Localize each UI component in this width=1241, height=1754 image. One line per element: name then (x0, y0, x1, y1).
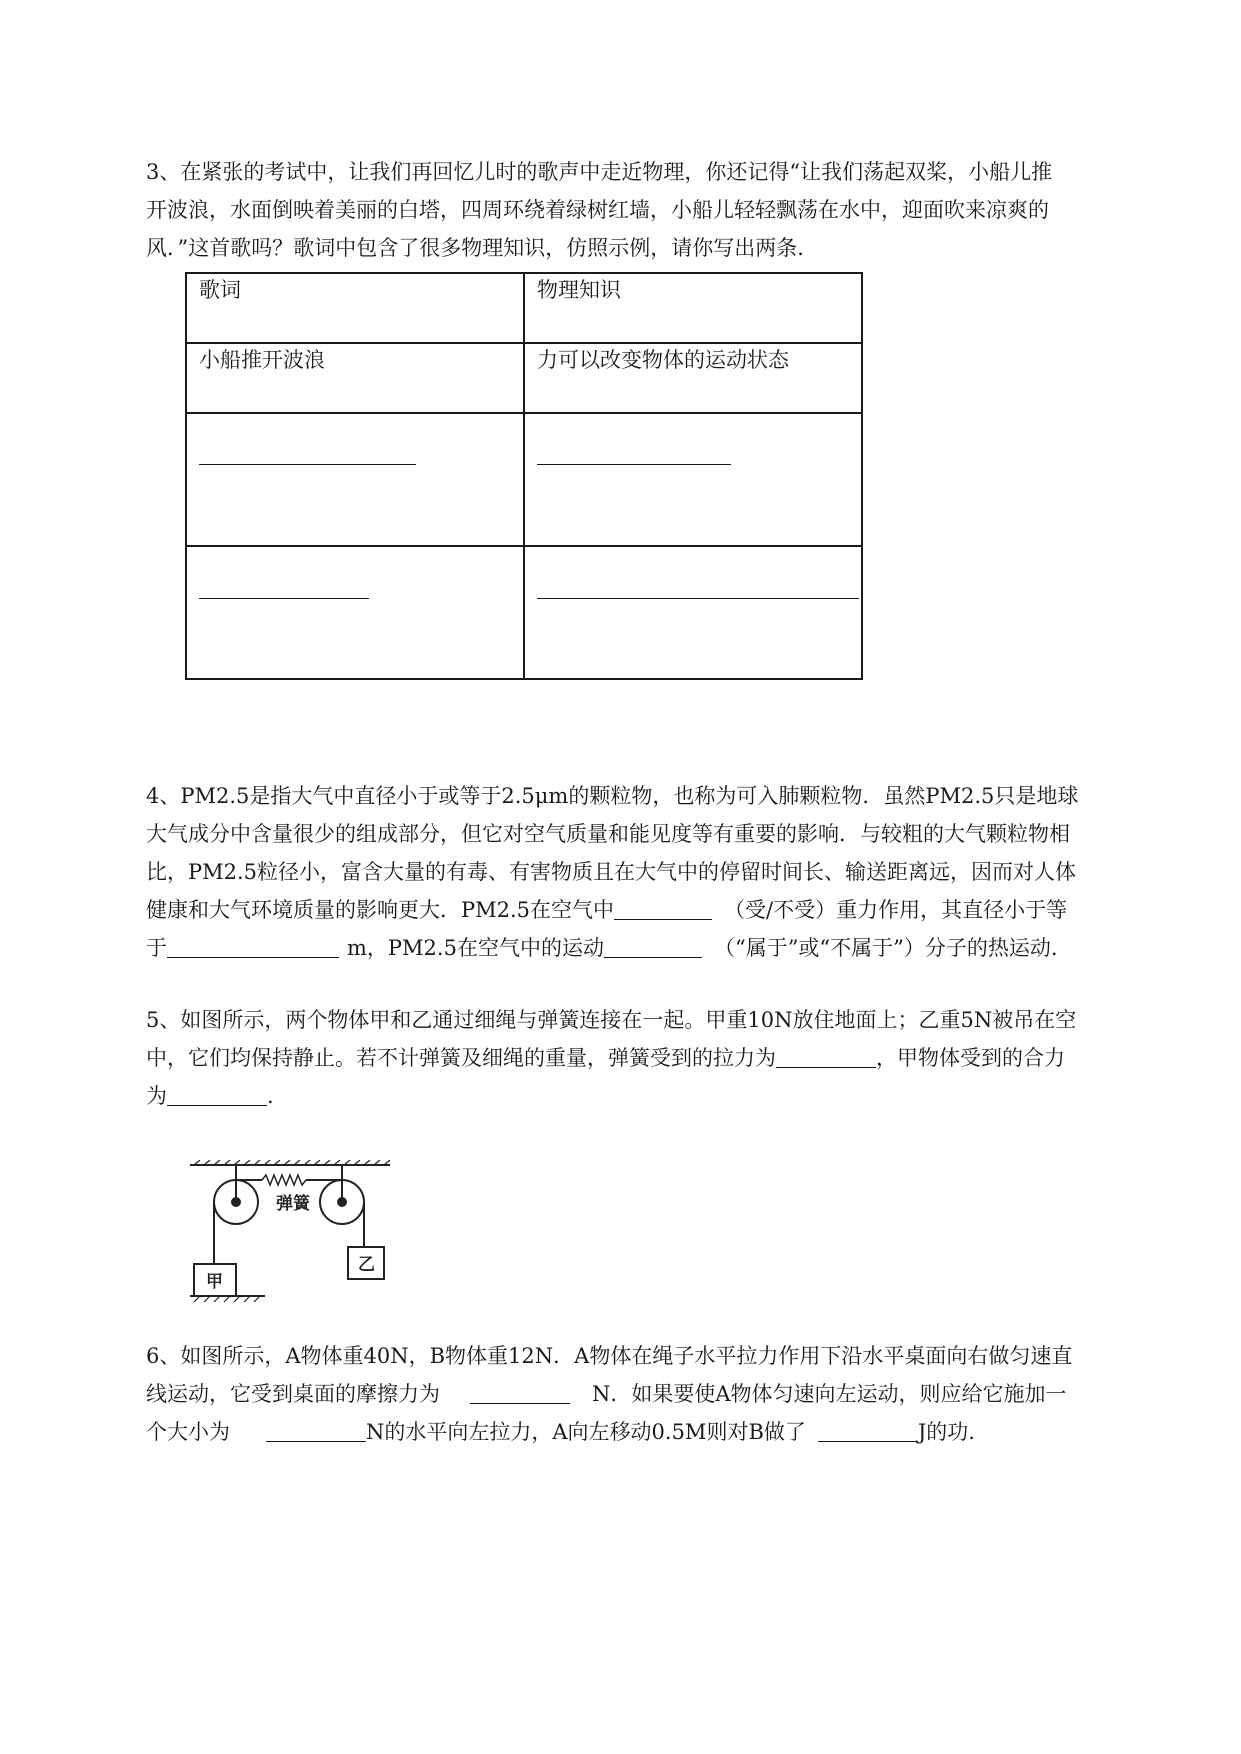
question-4-text-segment: 健康和大气环境质量的影响更大．PM2.5在空气中 (146, 898, 615, 922)
table-answer-row-2 (186, 546, 862, 679)
question-4-line (146, 891, 1156, 929)
spring-label: 弹簧 (276, 1194, 310, 1214)
table-answer-row-1 (186, 413, 862, 546)
question-4-text-segment: （受/不受）重力作用，其直径小于等 (724, 898, 1068, 922)
question-6-text-segment: 线运动，它受到桌面的摩擦力为 (146, 1382, 440, 1406)
question-4-text-segment: 于 (146, 936, 167, 960)
answer-blank[interactable] (614, 897, 712, 920)
question-5-line (146, 1077, 1156, 1115)
answer-blank (199, 464, 416, 465)
question-6-line (146, 1375, 1156, 1413)
question-6-line: 6、如图所示，A物体重40N，B物体重12N．A物体在绳子水平拉力作用下沿水平桌面向右做匀速直 (146, 1344, 1073, 1368)
answer-lyric-1-cell[interactable] (186, 413, 524, 546)
answer-physics-2-cell[interactable] (524, 546, 862, 679)
answer-blank[interactable] (470, 1381, 570, 1404)
question-3-line: 3、在紧张的考试中，让我们再回忆儿时的歌声中走近物理，你还记得“让我们荡起双桨，小船儿推 (146, 160, 1053, 184)
question-4-line: 大气成分中含量很少的组成部分，但它对空气质量和能见度等有重要的影响．与较粗的大气颗粒物相 (146, 822, 1070, 846)
header-lyrics: 歌词 (186, 273, 524, 343)
question-6-text-segment: 个大小为 (146, 1420, 230, 1444)
answer-blank[interactable] (818, 1419, 918, 1442)
question-5-text-segment: ，甲物体受到的合力 (876, 1046, 1065, 1070)
question-4-line (146, 929, 1156, 967)
question-6-text-segment: N的水平向左拉力，A向左移动0.5M则对B做了 (366, 1420, 806, 1444)
block-yi-label: 乙 (358, 1255, 375, 1275)
spring-coil (262, 1175, 306, 1185)
question-6-text-segment: N．如果要使A物体匀速向左运动，则应给它施加一 (592, 1382, 1067, 1406)
question-4-text-segment: （“属于”或“不属于”）分子的热运动. (713, 936, 1058, 960)
question-5-text-segment: 为 (146, 1084, 167, 1108)
question-5-text-segment: . (267, 1084, 274, 1108)
answer-blank (537, 464, 731, 465)
answer-blank[interactable] (604, 935, 702, 958)
answer-blank[interactable] (266, 1419, 366, 1442)
question-4-text (146, 777, 1156, 967)
question-5-line (146, 1039, 1156, 1077)
table-header-row (186, 273, 862, 343)
header-physics: 物理知识 (524, 273, 862, 343)
answer-lyric-2-cell[interactable] (186, 546, 524, 679)
answer-blank[interactable] (167, 935, 339, 958)
question-5-text-segment: 中，它们均保持静止。若不计弹簧及细绳的重量，弹簧受到的拉力为 (146, 1046, 776, 1070)
pulley-spring-figure (190, 1160, 400, 1305)
question-6-text-segment: J的功. (917, 1420, 975, 1444)
lyrics-physics-table (185, 272, 863, 680)
question-5-line: 5、如图所示，两个物体甲和乙通过细绳与弹簧连接在一起。甲重10N放住地面上；乙重5N被吊在空 (146, 1008, 1077, 1032)
answer-blank[interactable] (776, 1045, 876, 1068)
answer-blank (537, 598, 859, 599)
answer-blank (199, 598, 369, 599)
example-lyric: 小船推开波浪 (186, 343, 524, 413)
table-example-row (186, 343, 862, 413)
question-6-text (146, 1337, 1156, 1451)
example-physics: 力可以改变物体的运动状态 (524, 343, 862, 413)
question-3-line: 开波浪，水面倒映着美丽的白塔，四周环绕着绿树红墙，小船儿轻轻飘荡在水中，迎面吹来凉爽的 (146, 198, 1049, 222)
question-6-line (146, 1413, 1156, 1451)
question-3-text (146, 153, 1156, 267)
answer-blank[interactable] (167, 1083, 267, 1106)
question-5-text (146, 1001, 1156, 1115)
answer-physics-1-cell[interactable] (524, 413, 862, 546)
question-4-line: 4、PM2.5是指大气中直径小于或等于2.5μm的颗粒物，也称为可入肺颗粒物．虽然PM2.5只是地球 (146, 784, 1079, 808)
question-4-text-segment: m，PM2.5在空气中的运动 (347, 936, 604, 960)
block-jia-label: 甲 (206, 1272, 223, 1292)
question-4-line: 比，PM2.5粒径小，富含大量的有毒、有害物质且在大气中的停留时间长、输送距离远，因而对人体 (146, 860, 1077, 884)
question-3-line: 风．”这首歌吗？歌词中包含了很多物理知识，仿照示例，请你写出两条. (146, 236, 804, 260)
